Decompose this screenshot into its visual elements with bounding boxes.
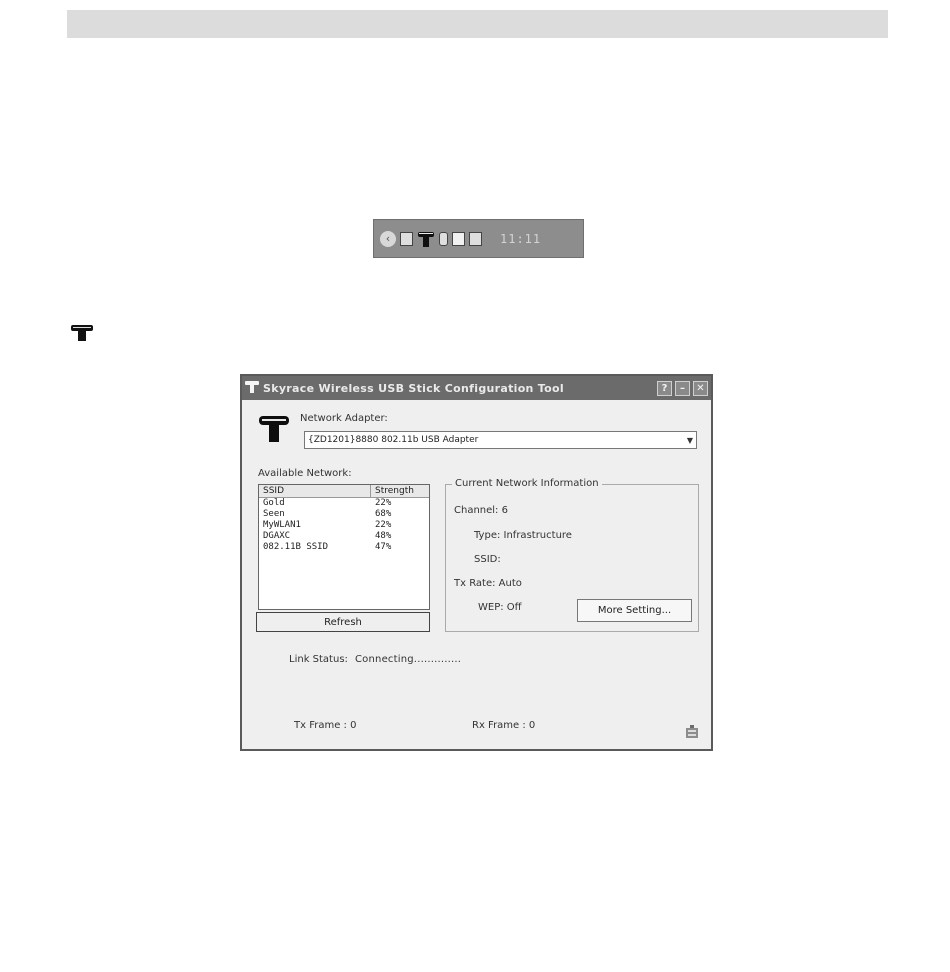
help-button[interactable]: ? — [657, 381, 672, 396]
ssid-cell: 082.11B SSID — [263, 542, 329, 552]
current-network-info-label: Current Network Information — [452, 478, 602, 489]
column-header-strength[interactable]: Strength — [375, 486, 414, 496]
network-adapter-select[interactable] — [304, 431, 697, 449]
ssid-cell: MyWLAN1 — [263, 520, 301, 530]
adapter-value: {ZD1201}8880 802.11b USB Adapter — [308, 435, 479, 445]
minimize-button[interactable]: – — [675, 381, 690, 396]
current-network-info-group — [445, 478, 699, 632]
network-adapter-label: Network Adapter: — [300, 413, 388, 424]
strength-cell: 47% — [375, 542, 392, 552]
wireless-t-icon[interactable] — [417, 230, 435, 248]
tx-rate-value: Tx Rate: Auto — [454, 578, 522, 589]
tx-frame-counter: Tx Frame : 0 — [294, 720, 357, 731]
strength-cell: 22% — [375, 498, 392, 508]
more-setting-button[interactable]: More Setting... — [577, 599, 692, 622]
network-list[interactable] — [258, 484, 430, 610]
expand-arrow-icon[interactable]: ‹ — [380, 231, 396, 247]
close-button[interactable]: ✕ — [693, 381, 708, 396]
list-item[interactable] — [259, 542, 429, 553]
wireless-t-icon — [70, 324, 94, 346]
column-header-ssid[interactable]: SSID — [259, 485, 371, 497]
status-icon — [685, 724, 699, 738]
ssid-cell: Gold — [263, 498, 285, 508]
wep-value: WEP: Off — [478, 602, 522, 613]
ssid-cell: DGAXC — [263, 531, 291, 541]
system-tray — [373, 219, 584, 258]
strength-cell: 68% — [375, 509, 392, 519]
dialog-title: Skyrace Wireless USB Stick Configuration Tool — [263, 381, 564, 395]
network-icon[interactable] — [400, 232, 413, 246]
type-value: Type: Infrastructure — [474, 530, 572, 541]
list-item[interactable] — [259, 520, 429, 531]
rx-frame-counter: Rx Frame : 0 — [472, 720, 536, 731]
ssid-cell: Seen — [263, 509, 285, 519]
available-network-label: Available Network: — [258, 468, 352, 479]
ssid-value: SSID: — [474, 554, 501, 565]
wireless-t-icon — [258, 415, 290, 447]
list-item[interactable] — [259, 498, 429, 509]
chevron-down-icon[interactable]: ▼ — [686, 435, 694, 445]
strength-cell: 22% — [375, 520, 392, 530]
list-item[interactable] — [259, 531, 429, 542]
link-status-value: Connecting.............. — [355, 654, 462, 665]
tray-clock: 11:11 — [500, 231, 542, 246]
app-icon — [245, 380, 259, 397]
strength-cell: 48% — [375, 531, 392, 541]
network-icon[interactable] — [469, 232, 482, 246]
dialog-titlebar[interactable] — [242, 376, 711, 400]
channel-value: Channel: 6 — [454, 505, 508, 516]
link-status-label: Link Status: — [289, 654, 348, 665]
network-list-header — [259, 485, 429, 498]
speaker-icon[interactable] — [452, 232, 465, 246]
bluetooth-icon[interactable] — [439, 232, 448, 246]
config-dialog — [240, 374, 713, 751]
header-bar — [67, 10, 888, 38]
list-item[interactable] — [259, 509, 429, 520]
refresh-button[interactable]: Refresh — [256, 612, 430, 632]
